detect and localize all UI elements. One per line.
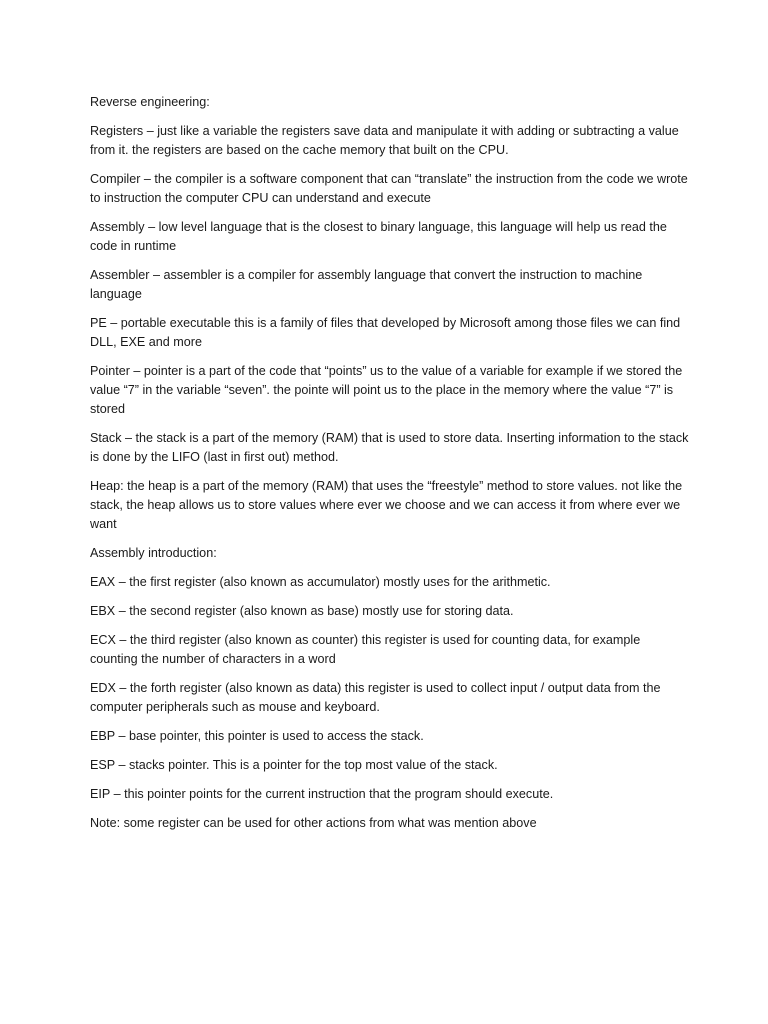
document-body: [90, 93, 690, 843]
paragraph-edx: EDX – the forth register (also known as data) this register is used to collect input / output data from the computer peripherals such as mouse and keyboard.: [90, 681, 661, 714]
paragraph-note: Note: some register can be used for other actions from what was mention above: [90, 816, 537, 830]
paragraph-ebp: EBP – base pointer, this pointer is used to access the stack.: [90, 729, 424, 743]
paragraph-pointer: Pointer – pointer is a part of the code that “points” us to the value of a variable for example if we stored the value “7” in the variable “seven”. the pointe will point us to the place in the memory where the value “7” is stored: [90, 364, 683, 416]
heading-reverse-engineering: Reverse engineering:: [90, 95, 210, 109]
paragraph-registers: Registers – just like a variable the registers save data and manipulate it with adding or subtracting a value from it. the registers are based on the cache memory that built on the CPU.: [90, 124, 679, 157]
paragraph-stack: Stack – the stack is a part of the memory (RAM) that is used to store data. Inserting information to the stack is done by the LIFO (last in first out) method.: [90, 431, 689, 464]
paragraph-heap: Heap: the heap is a part of the memory (RAM) that uses the “freestyle” method to store values. not like the stack, the heap allows us to store values where ever we choose and we can access it from where ever we want: [90, 479, 683, 531]
heading-assembly-introduction: Assembly introduction:: [90, 546, 217, 560]
paragraph-assembly: Assembly – low level language that is the closest to binary language, this language will help us read the code in runtime: [90, 220, 667, 253]
paragraph-ecx: ECX – the third register (also known as counter) this register is used for counting data, for example counting the number of characters in a word: [90, 633, 641, 666]
paragraph-assembler: Assembler – assembler is a compiler for assembly language that convert the instruction to machine language: [90, 268, 643, 301]
paragraph-esp: ESP – stacks pointer. This is a pointer for the top most value of the stack.: [90, 758, 498, 772]
paragraph-compiler: Compiler – the compiler is a software component that can “translate” the instruction from the code we wrote to instruction the computer CPU can understand and execute: [90, 172, 688, 205]
paragraph-pe: PE – portable executable this is a family of files that developed by Microsoft among those files we can find DLL, EXE and more: [90, 316, 681, 349]
paragraph-eip: EIP – this pointer points for the current instruction that the program should execute.: [90, 787, 554, 801]
paragraph-eax: EAX – the first register (also known as accumulator) mostly uses for the arithmetic.: [90, 575, 551, 589]
paragraph-ebx: EBX – the second register (also known as base) mostly use for storing data.: [90, 604, 514, 618]
